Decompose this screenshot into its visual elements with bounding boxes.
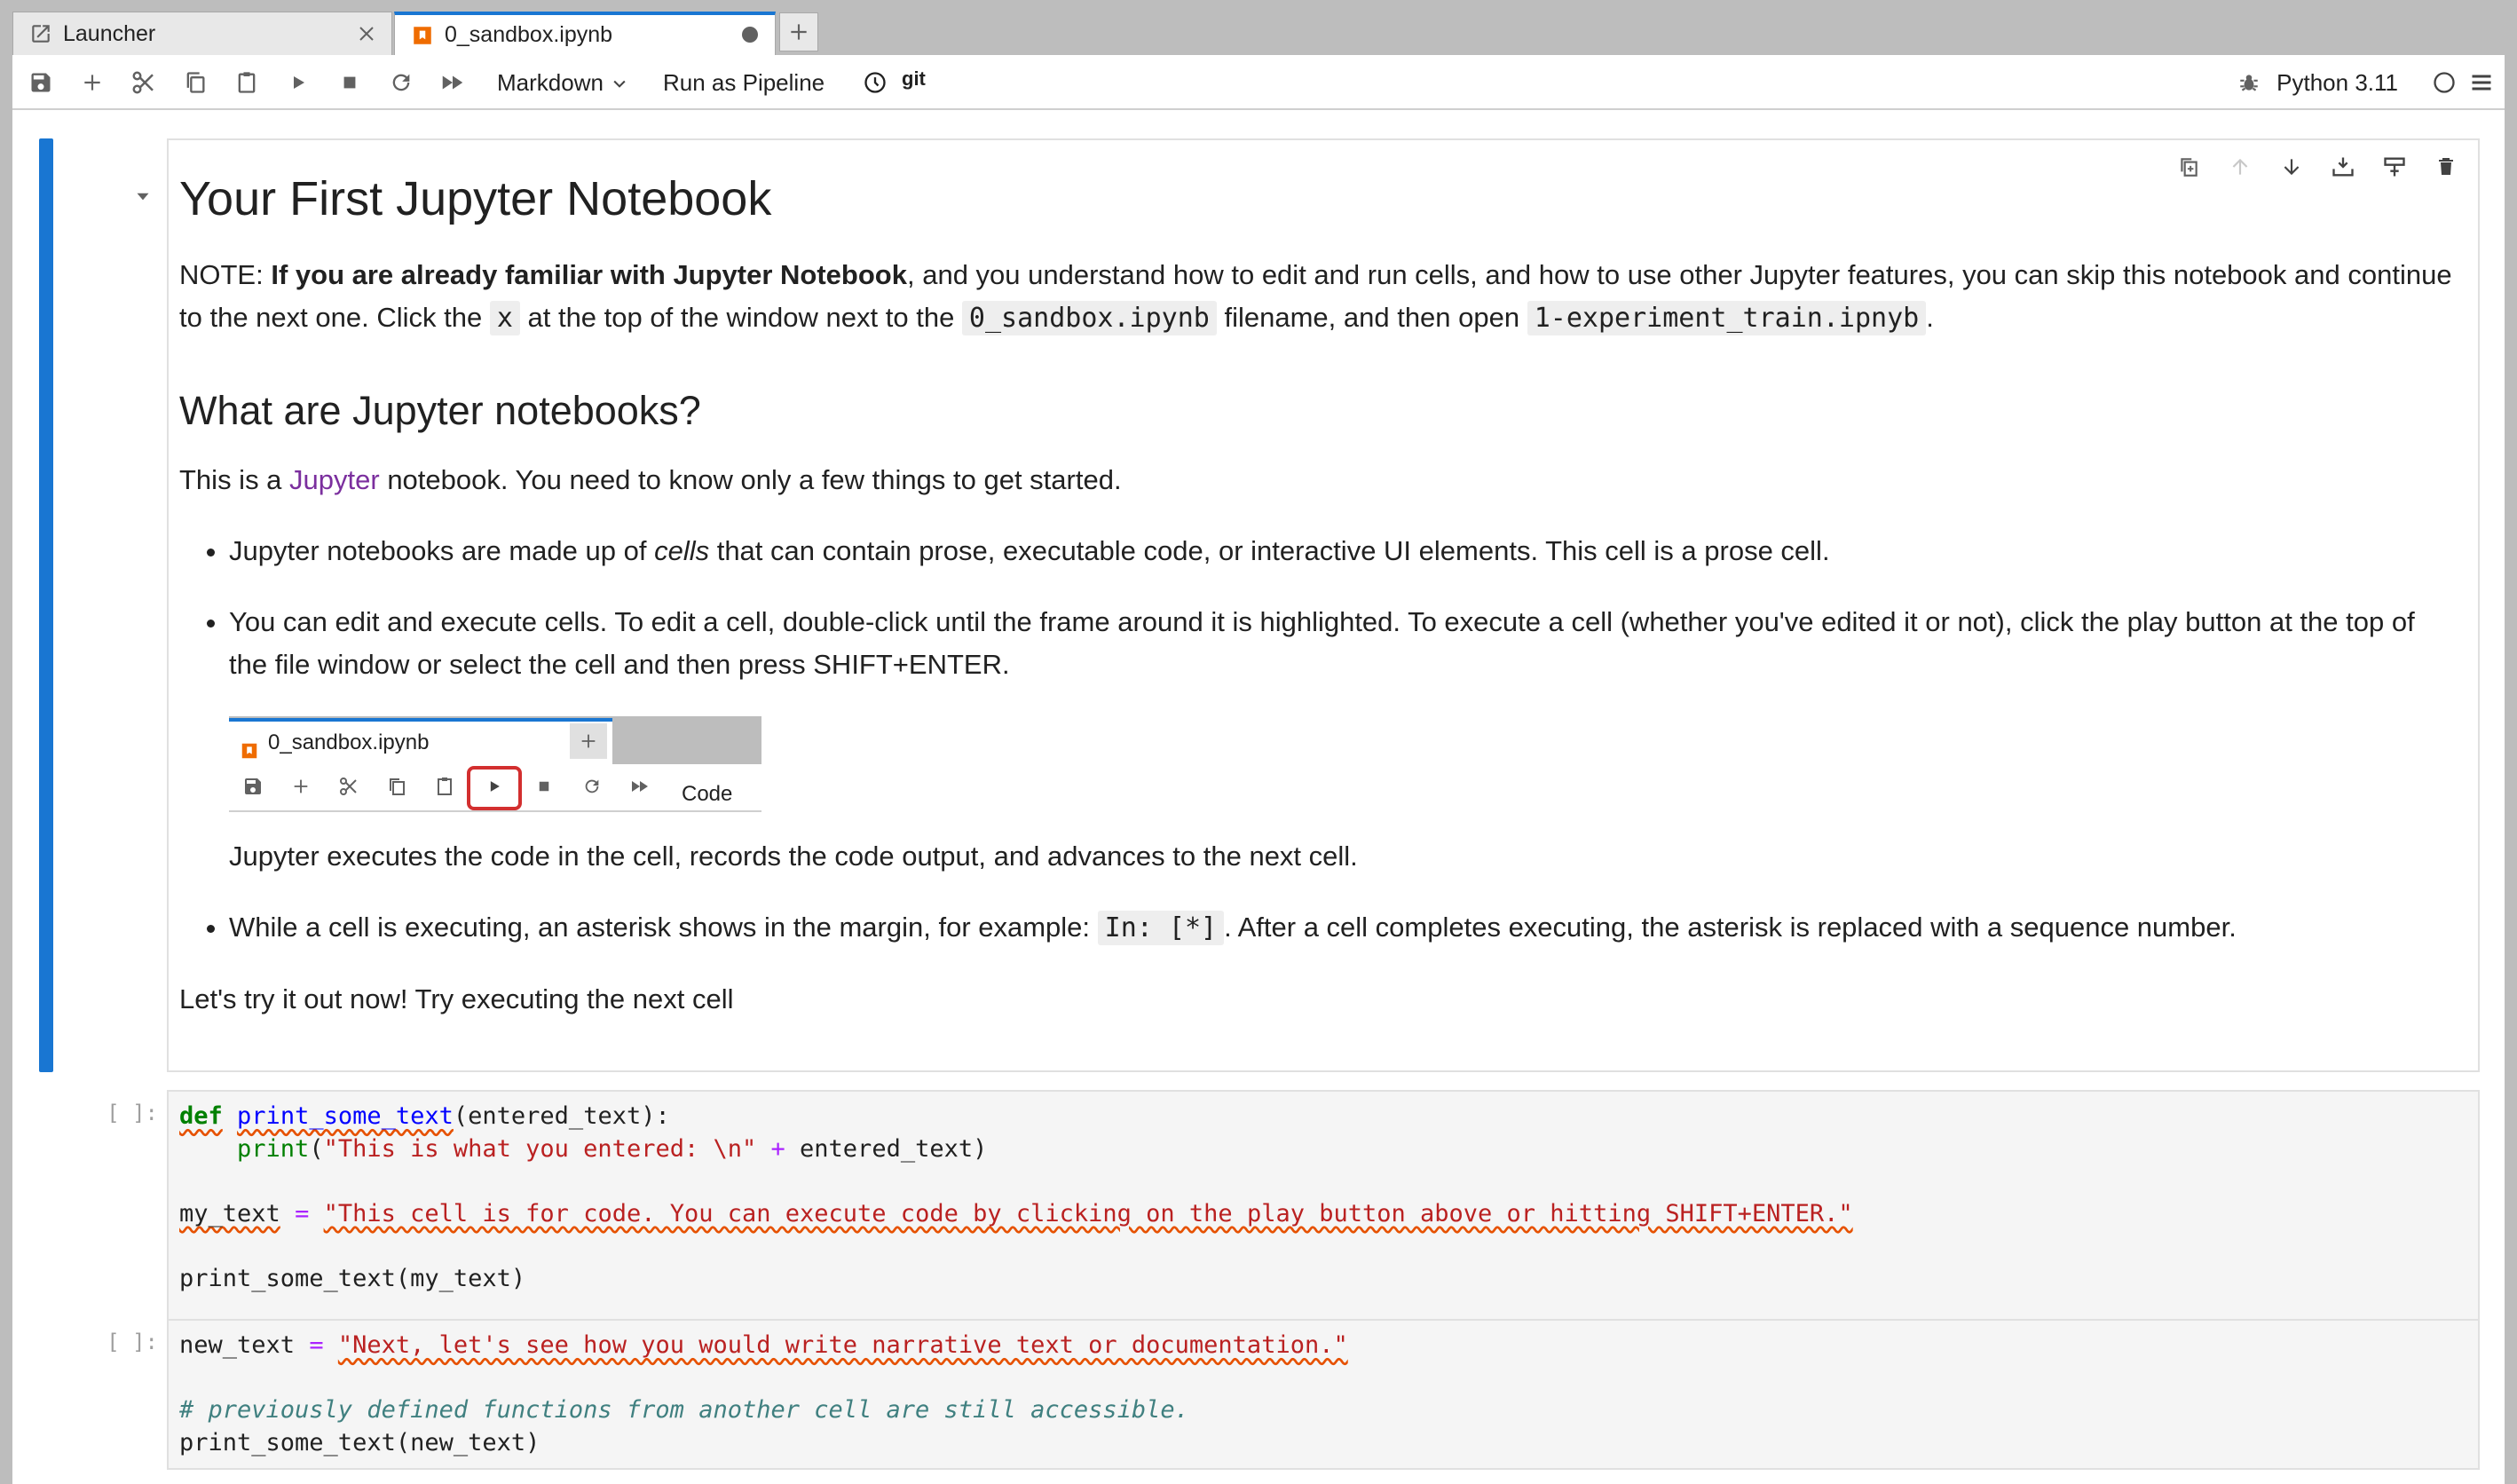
closing-paragraph: Let's try it out now! Try executing the next cell xyxy=(179,983,734,1014)
list-item xyxy=(229,906,2460,950)
note-code-next-file: 1-experiment_train.ipnyb xyxy=(1527,301,1926,335)
bullet3-code: In: [*] xyxy=(1098,911,1224,945)
plus-icon xyxy=(81,71,104,94)
plus-icon xyxy=(288,773,314,800)
note-prefix: NOTE: xyxy=(179,259,272,290)
restart-button[interactable] xyxy=(385,67,417,99)
menu-button[interactable] xyxy=(2466,67,2497,99)
clipboard-icon xyxy=(234,70,259,95)
notebook-panel xyxy=(12,55,2505,1484)
mini-tab-label: 0_sandbox.ipynb xyxy=(268,730,430,754)
chevron-down-icon xyxy=(611,75,628,92)
notebook-icon xyxy=(411,24,434,47)
code-token: "Next, let's see how you would write narrative text or documentation." xyxy=(337,1331,1348,1359)
scissors-icon xyxy=(335,773,362,800)
bullet3-before: While a cell is executing, an asterisk shows in the margin, for example: xyxy=(229,912,1098,943)
cell-type-dropdown[interactable] xyxy=(497,69,628,97)
markdown-cell[interactable] xyxy=(167,138,2480,1072)
kernel-name[interactable]: Python 3.11 xyxy=(2276,69,2398,96)
fast-forward-icon xyxy=(439,69,466,96)
code-token: print_some_text(my_text) xyxy=(179,1264,526,1292)
markdown-content xyxy=(179,167,2460,1021)
intro-before: This is a xyxy=(179,464,290,495)
bullet2-after-text: Jupyter executes the code in the cell, records the code output, and advances to the next cell. xyxy=(229,841,1358,872)
plus-icon xyxy=(570,723,607,759)
refresh-icon xyxy=(579,773,605,800)
bullet-list xyxy=(179,530,2460,950)
mini-cell-type: Code xyxy=(682,782,733,806)
play-icon xyxy=(288,72,309,93)
note-text-2: at the top of the window next to the xyxy=(519,302,962,333)
clipboard-icon xyxy=(431,773,458,800)
paste-button[interactable] xyxy=(231,67,263,99)
play-highlight xyxy=(467,766,522,810)
new-tab-button[interactable] xyxy=(779,12,818,51)
code-token: print xyxy=(237,1134,310,1163)
save-icon xyxy=(240,773,266,800)
git-button[interactable]: git xyxy=(902,67,926,90)
plus-icon xyxy=(787,20,810,43)
code-editor[interactable] xyxy=(169,1321,2478,1468)
cell-collapser[interactable] xyxy=(39,138,53,1072)
bullet1-after: that can contain prose, executable code, or interactive UI elements. This cell is a prose cell. xyxy=(709,535,1830,566)
copy-icon xyxy=(383,773,410,800)
intro-paragraph xyxy=(179,459,2460,501)
tab-launcher-label: Launcher xyxy=(63,20,156,46)
note-text-4: . xyxy=(1926,302,1934,333)
code-token: "This cell is for code. You can execute code by clicking on the play button above or hitting SHIFT+ENTER." xyxy=(323,1199,1853,1227)
note-text-1: , and you understand how to edit and run cells, and how to use other Jupyter features, you can skip this notebook and continue to the next one. Click the xyxy=(179,259,2452,333)
code-token: print_some_text(new_text) xyxy=(179,1428,540,1456)
cell-prompt: [ ]: xyxy=(107,1330,158,1354)
unsaved-dot-icon[interactable] xyxy=(739,24,761,45)
cell-prompt: [ ]: xyxy=(107,1101,158,1125)
clock-icon xyxy=(863,70,888,95)
stop-icon xyxy=(340,73,359,92)
kernel-idle-icon xyxy=(2432,70,2457,95)
run-all-button[interactable] xyxy=(437,67,469,99)
note-text-3: filename, and then open xyxy=(1216,302,1527,333)
notebook-toolbar xyxy=(12,55,2505,110)
tab-notebook[interactable] xyxy=(394,12,776,55)
code-token: + xyxy=(770,1134,785,1163)
toolbar-screenshot xyxy=(229,716,761,812)
code-token: def xyxy=(179,1102,223,1130)
refresh-icon xyxy=(389,70,414,95)
insert-cell-button[interactable] xyxy=(76,67,108,99)
code-token: my_text xyxy=(179,1199,280,1227)
fast-forward-icon xyxy=(627,773,653,800)
code-token: "This is what you entered: \n" xyxy=(323,1134,757,1163)
bug-icon xyxy=(2237,71,2261,94)
save-icon xyxy=(28,70,53,95)
bullet1-em: cells xyxy=(654,535,710,566)
code-token: (entered_text): xyxy=(453,1102,670,1130)
note-code-x: x xyxy=(490,301,520,335)
code-token: print_some_text xyxy=(237,1102,454,1130)
launcher-icon xyxy=(29,22,52,45)
bullet1-before: Jupyter notebooks are made up of xyxy=(229,535,655,566)
tab-launcher[interactable] xyxy=(12,12,392,55)
bullet2-text: You can edit and execute cells. To edit a cell, double-click until the frame around it is highlighted. To execute a cell (whether you've edited it or not), click the play button at the top of the file window or select the cell and then press SHIFT+ENTER. xyxy=(229,606,2415,680)
menu-icon xyxy=(2469,70,2494,95)
notebook-icon xyxy=(240,733,259,753)
scissors-icon xyxy=(130,69,157,96)
stop-button[interactable] xyxy=(334,67,366,99)
copy-icon xyxy=(183,70,208,95)
code-cell[interactable] xyxy=(167,1319,2480,1470)
code-token: = xyxy=(309,1331,324,1359)
code-editor[interactable]: def print_some_text(entered_text): print("This is what you entered: \n" + entered_text) my_text = "This cell is for code. You can execute code by clicking on the play button above or hitting SHIFT+ENTER." print_some_text(my_text) xyxy=(179,1102,1853,1292)
clock-button[interactable] xyxy=(859,67,891,99)
copy-button[interactable] xyxy=(179,67,211,99)
note-paragraph xyxy=(179,254,2460,340)
jupyter-link[interactable]: Jupyter xyxy=(289,464,380,495)
list-item xyxy=(229,530,2460,572)
section-heading: What are Jupyter notebooks? xyxy=(179,388,701,433)
debugger-button[interactable] xyxy=(2233,67,2265,99)
run-button[interactable] xyxy=(282,67,314,99)
code-token: = xyxy=(295,1199,310,1227)
cut-button[interactable] xyxy=(128,67,160,99)
note-code-filename: 0_sandbox.ipynb xyxy=(962,301,1217,335)
notebook-title: Your First Jupyter Notebook xyxy=(179,172,772,225)
intro-after: notebook. You need to know only a few things to get started. xyxy=(379,464,1122,495)
bullet3-after: . After a cell completes executing, the asterisk is replaced with a sequence number. xyxy=(1224,912,2237,943)
cell-type-label: Markdown xyxy=(497,69,604,96)
caret-down-icon[interactable] xyxy=(131,185,154,208)
code-token: new_text xyxy=(179,1331,296,1359)
tab-bar xyxy=(0,0,2517,55)
note-bold: If you are already familiar with Jupyter Notebook xyxy=(271,259,907,290)
stop-icon xyxy=(531,773,557,800)
code-token: entered_text) xyxy=(785,1134,988,1163)
list-item xyxy=(229,601,2460,878)
code-token: # previously defined functions from another cell are still accessible. xyxy=(179,1396,1189,1424)
run-as-pipeline-button[interactable]: Run as Pipeline xyxy=(663,69,825,96)
mini-tab xyxy=(229,718,612,764)
close-icon[interactable] xyxy=(356,23,377,44)
save-button[interactable] xyxy=(25,67,57,99)
code-cell[interactable] xyxy=(167,1090,2480,1354)
kernel-status-button[interactable] xyxy=(2428,67,2460,99)
tab-notebook-label: 0_sandbox.ipynb xyxy=(445,22,613,47)
